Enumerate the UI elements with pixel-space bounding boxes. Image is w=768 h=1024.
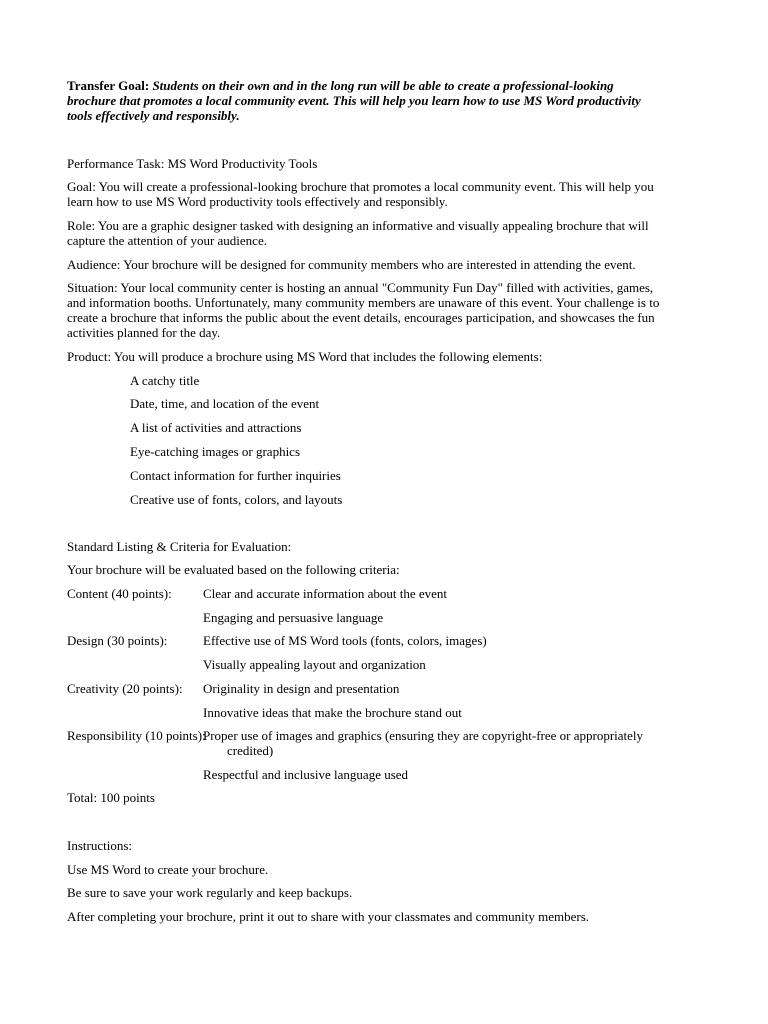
situation-line-3: create a brochure that informs the public about the event details, encourages participation, and showcases the fun xyxy=(67,310,655,325)
responsibility-criteria-label: Responsibility (10 points): xyxy=(67,728,206,743)
role-line-2: capture the attention of your audience. xyxy=(67,233,267,248)
goal-line-2: learn how to use MS Word productivity tools effectively and responsibly. xyxy=(67,194,448,209)
role-line-1: Role: You are a graphic designer tasked with designing an informative and visually appealing brochure that will xyxy=(67,218,649,233)
product-item: Contact information for further inquiries xyxy=(130,468,341,483)
content-criterion: Engaging and persuasive language xyxy=(203,610,384,625)
design-criteria-label: Design (30 points): xyxy=(67,633,168,648)
product-item: Eye-catching images or graphics xyxy=(130,444,301,459)
standards-intro: Your brochure will be evaluated based on the following criteria: xyxy=(67,562,400,577)
total-points: Total: 100 points xyxy=(67,790,155,805)
transfer-goal-text: Students on their own and in the long run will be able to create a professional-looking xyxy=(152,78,614,93)
design-criterion: Visually appealing layout and organization xyxy=(203,657,426,672)
transfer-goal-label: Transfer Goal: xyxy=(67,78,150,93)
situation-line-4: activities planned for the day. xyxy=(67,325,221,340)
transfer-goal-line-1 xyxy=(67,78,614,93)
responsibility-criterion-continued: credited) xyxy=(227,743,274,758)
responsibility-criterion: Proper use of images and graphics (ensuring they are copyright-free or appropriately xyxy=(203,728,644,743)
situation-line-2: and information booths. Unfortunately, many community members are unaware of this event. Your challenge is to xyxy=(67,295,660,310)
content-criterion: Clear and accurate information about the event xyxy=(203,586,448,601)
audience-text: Audience: Your brochure will be designed for community members who are interested in attending the event. xyxy=(67,257,636,272)
product-item: Date, time, and location of the event xyxy=(130,396,320,411)
product-item: Creative use of fonts, colors, and layouts xyxy=(130,492,343,507)
content-criteria-label: Content (40 points): xyxy=(67,586,172,601)
creativity-criterion: Innovative ideas that make the brochure stand out xyxy=(203,705,462,720)
responsibility-criterion: Respectful and inclusive language used xyxy=(203,767,409,782)
creativity-criterion: Originality in design and presentation xyxy=(203,681,400,696)
instruction-item: Use MS Word to create your brochure. xyxy=(67,862,269,877)
product-item: A list of activities and attractions xyxy=(130,420,302,435)
task-title: Performance Task: MS Word Productivity Tools xyxy=(67,156,318,171)
transfer-goal-line-2: brochure that promotes a local community event. This will help you learn how to use MS Word productivity xyxy=(67,93,641,108)
situation-line-1: Situation: Your local community center is hosting an annual "Community Fun Day" filled with activities, games, xyxy=(67,280,654,295)
design-criterion: Effective use of MS Word tools (fonts, colors, images) xyxy=(203,633,487,648)
product-intro: Product: You will produce a brochure using MS Word that includes the following elements: xyxy=(67,349,543,364)
product-item: A catchy title xyxy=(130,373,200,388)
creativity-criteria-label: Creativity (20 points): xyxy=(67,681,183,696)
standards-heading: Standard Listing & Criteria for Evaluation: xyxy=(67,539,292,554)
instructions-heading: Instructions: xyxy=(67,838,132,853)
instruction-item: Be sure to save your work regularly and keep backups. xyxy=(67,885,353,900)
goal-line-1: Goal: You will create a professional-looking brochure that promotes a local community event. This will help you xyxy=(67,179,654,194)
instruction-item: After completing your brochure, print it out to share with your classmates and community members. xyxy=(67,909,590,924)
transfer-goal-line-3: tools effectively and responsibly. xyxy=(67,108,240,123)
